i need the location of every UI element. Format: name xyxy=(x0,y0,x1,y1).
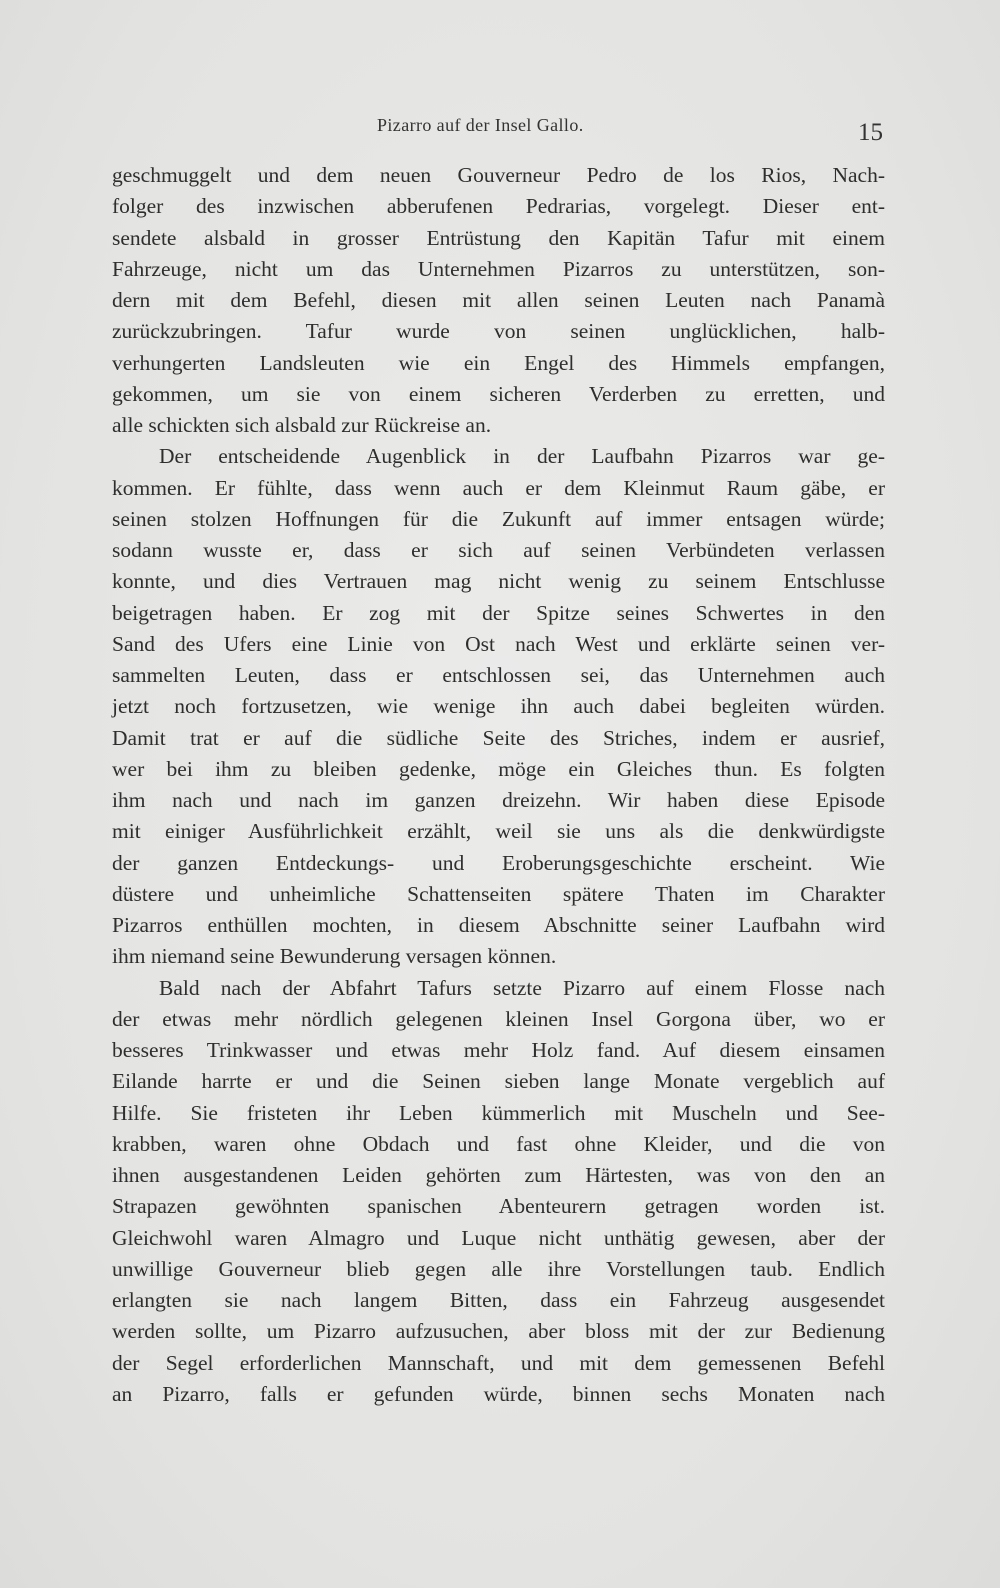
text-line: alle schickten sich alsbald zur Rückreise an. xyxy=(112,413,492,437)
text-line: dern mit dem Befehl, diesen mit allen seinen Leuten nach Panamà xyxy=(112,288,885,312)
text-line: Eilande harrte er und die Seinen sieben lange Monate vergeblich auf xyxy=(112,1069,885,1094)
text-line: folger des inzwischen abberufenen Pedrarias, vorgelegt. Dieser ent- xyxy=(112,194,885,219)
text-line: besseres Trinkwasser und etwas mehr Holz fand. Auf diesem einsamen xyxy=(112,1038,885,1062)
text-line: an Pizarro, falls er gefunden würde, binnen sechs Monaten nach xyxy=(112,1381,885,1406)
text-line: zurückzubringen. Tafur wurde von seinen unglücklichen, halb- xyxy=(112,319,885,344)
text-line: jetzt noch fortzusetzen, wie wenige ihn auch dabei begleiten würden. xyxy=(112,694,885,719)
text-line: ihnen ausgestandenen Leiden gehörten zum Härtesten, was von den an xyxy=(112,1163,885,1187)
text-line: gekommen, um sie von einem sicheren Verderben zu erretten, und xyxy=(112,381,885,406)
text-line: unwillige Gouverneur blieb gegen alle ihre Vorstellungen taub. Endlich xyxy=(112,1256,885,1281)
text-line: der Segel erforderlichen Mannschaft, und mit dem gemessenen Befehl xyxy=(112,1350,885,1375)
text-line: Fahrzeuge, nicht um das Unternehmen Pizarros zu unterstützen, son- xyxy=(112,256,885,281)
text-line: krabben, waren ohne Obdach und fast ohne Kleider, und die von xyxy=(112,1131,885,1156)
text-line: Strapazen gewöhnten spanischen Abenteurern getragen worden ist. xyxy=(112,1194,885,1219)
body-text xyxy=(112,160,885,1410)
text-line: erlangten sie nach langem Bitten, dass ein Fahrzeug ausgesendet xyxy=(112,1288,885,1312)
text-line: kommen. Er fühlte, dass wenn auch er dem Kleinmut Raum gäbe, er xyxy=(112,475,885,500)
text-line: mit einiger Ausführlichkeit erzählt, weil sie uns als die denkwürdigste xyxy=(112,819,885,844)
text-line: der ganzen Entdeckungs- und Eroberungsgeschichte erscheint. Wie xyxy=(112,850,885,875)
text-line: verhungerten Landsleuten wie ein Engel des Himmels empfangen, xyxy=(112,350,885,375)
page-number: 15 xyxy=(858,119,883,146)
running-head xyxy=(0,115,1000,146)
text-line: ihm nach und nach im ganzen dreizehn. Wir haben diese Episode xyxy=(112,788,885,812)
text-line: beigetragen haben. Er zog mit der Spitze seines Schwertes in den xyxy=(112,600,885,625)
text-line: sendete alsbald in grosser Entrüstung den Kapitän Tafur mit einem xyxy=(112,225,885,250)
running-title: Pizarro auf der Insel Gallo. xyxy=(377,115,584,135)
text-line: ihm niemand seine Bewunderung versagen können. xyxy=(112,944,557,969)
text-line: sammelten Leuten, dass er entschlossen sei, das Unternehmen auch xyxy=(112,663,885,687)
text-line: wer bei ihm zu bleiben gedenke, möge ein Gleiches thun. Es folgten xyxy=(112,756,885,781)
paragraph-start-line: Der entscheidende Augenblick in der Laufbahn Pizarros war ge- xyxy=(159,444,885,469)
text-line: konnte, und dies Vertrauen mag nicht wenig zu seinem Entschlusse xyxy=(112,569,885,594)
text-line: seinen stolzen Hoffnungen für die Zukunft auf immer entsagen würde; xyxy=(112,506,885,531)
paragraph-start-line: Bald nach der Abfahrt Tafurs setzte Pizarro auf einem Flosse nach xyxy=(159,975,885,1000)
text-line: Pizarros enthüllen mochten, in diesem Abschnitte seiner Laufbahn wird xyxy=(112,913,885,937)
text-line: werden sollte, um Pizarro aufzusuchen, aber bloss mit der zur Bedienung xyxy=(112,1319,885,1344)
text-line: Gleichwohl waren Almagro und Luque nicht unthätig gewesen, aber der xyxy=(112,1225,885,1250)
text-line: Sand des Ufers eine Linie von Ost nach West und erklärte seinen ver- xyxy=(112,631,885,656)
text-line: Damit trat er auf die südliche Seite des Striches, indem er ausrief, xyxy=(112,725,885,750)
text-line: Hilfe. Sie fristeten ihr Leben kümmerlich mit Muscheln und See- xyxy=(112,1100,885,1125)
text-line: sodann wusste er, dass er sich auf seinen Verbündeten verlassen xyxy=(112,538,885,562)
text-line: der etwas mehr nördlich gelegenen kleinen Insel Gorgona über, wo er xyxy=(112,1006,885,1031)
text-line: geschmuggelt und dem neuen Gouverneur Pedro de los Rios, Nach- xyxy=(112,163,885,187)
text-line: düstere und unheimliche Schattenseiten spätere Thaten im Charakter xyxy=(112,881,885,906)
